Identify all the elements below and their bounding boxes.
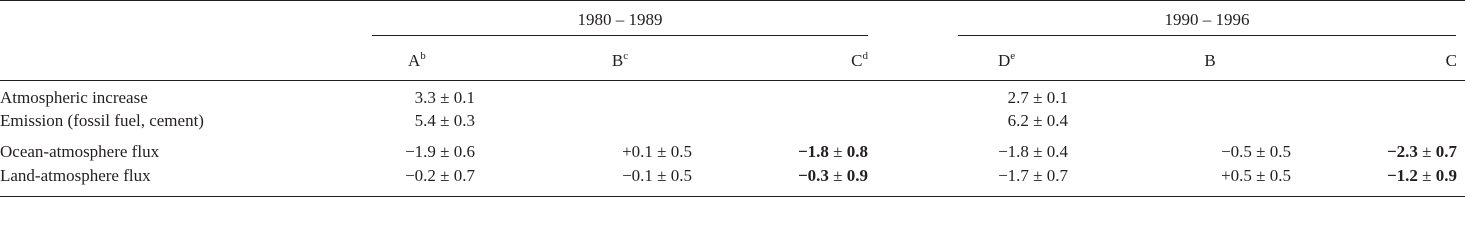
- column-header-c-5: [1377, 51, 1457, 71]
- plus-minus-sign: ±: [1028, 166, 1047, 185]
- plus-minus-sign: ±: [1417, 166, 1436, 185]
- plus-minus-sign: ±: [435, 88, 454, 107]
- table-cell: [305, 142, 475, 162]
- plus-minus-sign: ±: [828, 166, 847, 185]
- plus-minus-sign: ±: [1028, 111, 1047, 130]
- table-cell: [522, 142, 692, 162]
- cell-value: −0.3: [797, 166, 829, 185]
- cell-uncertainty: 0.1: [453, 88, 475, 107]
- cell-uncertainty: 0.9: [1435, 166, 1457, 185]
- row-label: Land-atmosphere flux: [0, 166, 151, 185]
- table-top-rule: [0, 0, 1465, 1]
- plus-minus-sign: ±: [652, 142, 671, 161]
- table-cell: [898, 166, 1068, 186]
- plus-minus-sign: ±: [1417, 142, 1436, 161]
- table-cell: [1121, 166, 1291, 186]
- column-header-b-4: [1170, 51, 1250, 71]
- cell-value: −1.8: [797, 142, 829, 161]
- cell-uncertainty: 0.5: [1269, 142, 1291, 161]
- table-cell: [1287, 142, 1457, 162]
- table-cell: [1287, 166, 1457, 186]
- column-header-a-0: [408, 51, 488, 71]
- cell-uncertainty: 0.5: [1269, 166, 1291, 185]
- cell-uncertainty: 0.5: [670, 166, 692, 185]
- table-bottom-rule: [0, 196, 1465, 197]
- cell-value: −0.1: [622, 166, 653, 185]
- cell-uncertainty: 0.9: [846, 166, 868, 185]
- cell-value: −1.9: [405, 142, 436, 161]
- plus-minus-sign: ±: [1028, 142, 1047, 161]
- cell-value: −2.3: [1386, 142, 1418, 161]
- table-cell: [305, 88, 475, 108]
- table-cell: [698, 142, 868, 162]
- cell-value: −1.2: [1386, 166, 1418, 185]
- column-header-d-3: [998, 51, 1078, 71]
- cell-value: 2.7: [1007, 88, 1029, 107]
- header-bottom-rule: [0, 80, 1465, 81]
- footnote-marker: d: [862, 50, 868, 62]
- period-header-1980-1989: 1980 – 1989: [577, 10, 663, 29]
- row-label: Ocean-atmosphere flux: [0, 142, 160, 161]
- group-rule-1990-1996: [958, 35, 1456, 36]
- cell-uncertainty: 0.3: [453, 111, 475, 130]
- plus-minus-sign: ±: [435, 166, 454, 185]
- cell-uncertainty: 0.7: [453, 166, 475, 185]
- cell-value: +0.5: [1221, 166, 1252, 185]
- period-header-1990-1996: 1990 – 1996: [1164, 10, 1250, 29]
- footnote-marker: b: [420, 50, 426, 62]
- column-letter: C: [1445, 51, 1457, 70]
- footnote-marker: e: [1010, 50, 1016, 62]
- plus-minus-sign: ±: [828, 142, 847, 161]
- column-letter: B: [1204, 51, 1216, 70]
- cell-uncertainty: 0.8: [846, 142, 868, 161]
- cell-value: −1.7: [998, 166, 1029, 185]
- table-cell: [898, 88, 1068, 108]
- plus-minus-sign: ±: [652, 166, 671, 185]
- column-letter: A: [408, 51, 421, 70]
- cell-value: 6.2: [1007, 111, 1029, 130]
- plus-minus-sign: ±: [1251, 166, 1270, 185]
- cell-uncertainty: 0.7: [1435, 142, 1457, 161]
- cell-uncertainty: 0.4: [1046, 111, 1068, 130]
- table-cell: [305, 166, 475, 186]
- cell-uncertainty: 0.4: [1046, 142, 1068, 161]
- cell-uncertainty: 0.5: [670, 142, 692, 161]
- column-letter: D: [998, 51, 1011, 70]
- column-header-c-2: [788, 51, 868, 71]
- table-cell: [898, 142, 1068, 162]
- cell-value: −0.5: [1221, 142, 1252, 161]
- footnote-marker: c: [623, 50, 629, 62]
- cell-value: −0.2: [405, 166, 436, 185]
- cell-value: 3.3: [414, 88, 436, 107]
- row-label: Atmospheric increase: [0, 88, 148, 107]
- column-letter: C: [851, 51, 863, 70]
- row-label: Emission (fossil fuel, cement): [0, 111, 204, 130]
- table-cell: [898, 111, 1068, 131]
- cell-uncertainty: 0.6: [453, 142, 475, 161]
- table-cell: [1121, 142, 1291, 162]
- plus-minus-sign: ±: [1028, 88, 1047, 107]
- plus-minus-sign: ±: [435, 111, 454, 130]
- table-cell: [698, 166, 868, 186]
- table-cell: [522, 166, 692, 186]
- column-header-b-1: [580, 51, 660, 71]
- group-rule-1980-1989: [372, 35, 868, 36]
- cell-value: −1.8: [998, 142, 1029, 161]
- cell-uncertainty: 0.1: [1046, 88, 1068, 107]
- plus-minus-sign: ±: [435, 142, 454, 161]
- column-letter: B: [611, 51, 624, 70]
- cell-value: 5.4: [414, 111, 436, 130]
- plus-minus-sign: ±: [1251, 142, 1270, 161]
- cell-uncertainty: 0.7: [1046, 166, 1068, 185]
- table-cell: [305, 111, 475, 131]
- cell-value: +0.1: [622, 142, 653, 161]
